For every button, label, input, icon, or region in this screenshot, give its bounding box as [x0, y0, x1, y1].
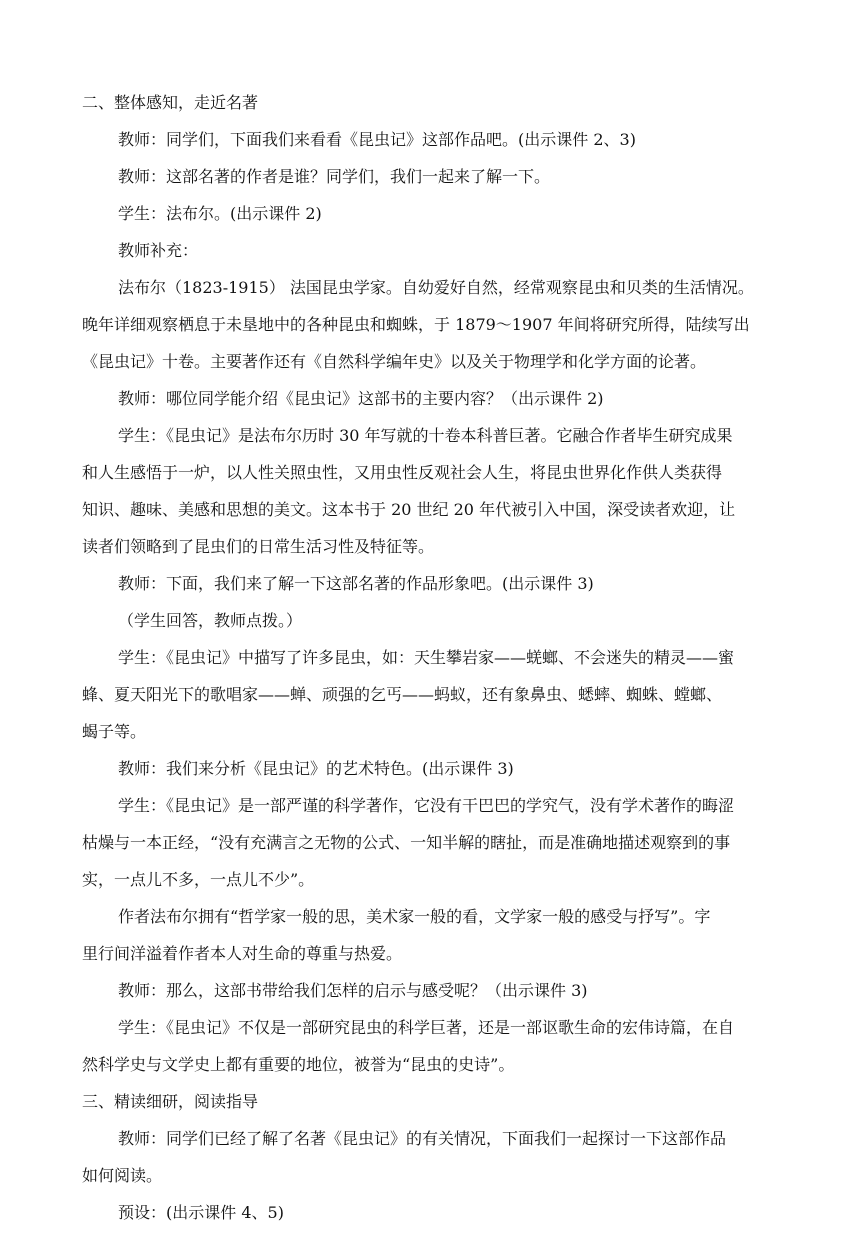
paragraph-line: 实，一点儿不多，一点儿不少”。 [82, 870, 315, 889]
paragraph-line: 教师补充： [118, 241, 199, 260]
paragraph-line: 学生：《昆虫记》中描写了许多昆虫，如：天生攀岩家——蜣螂、不会迷失的精灵——蜜 [118, 648, 735, 667]
paragraph-line: 教师：下面，我们来了解一下这部名著的作品形象吧。(出示课件 3) [118, 574, 594, 593]
paragraph-line: 作者法布尔拥有“哲学家一般的思，美术家一般的看，文学家一般的感受与抒写”。字 [118, 907, 711, 926]
paragraph-line: 学生：法布尔。(出示课件 2) [118, 204, 322, 223]
paragraph-line: 教师：那么，这部书带给我们怎样的启示与感受呢？（出示课件 3) [118, 981, 588, 1000]
paragraph-line: 教师：这部名著的作者是谁？同学们，我们一起来了解一下。 [118, 167, 551, 186]
paragraph-line: （学生回答，教师点拨。） [118, 611, 303, 630]
author-bio-line: 法布尔（1823-1915） 法国昆虫学家。自幼爱好自然，经常观察昆虫和贝类的生活情况。 [118, 278, 754, 297]
paragraph-line: 如何阅读。 [82, 1166, 163, 1185]
author-bio-line: 《昆虫记》十卷。主要著作还有《自然科学编年史》以及关于物理学和化学方面的论著。 [82, 352, 707, 371]
paragraph-line: 蝎子等。 [82, 722, 147, 741]
paragraph-line: 教师：我们来分析《昆虫记》的艺术特色。(出示课件 3) [118, 759, 514, 778]
section-heading-3: 三、精读细研，阅读指导 [82, 1092, 259, 1111]
paragraph-line: 然科学史与文学史上都有重要的地位，被誉为“昆虫的史诗”。 [82, 1055, 515, 1074]
paragraph-line: 知识、趣味、美感和思想的美文。这本书于 20 世纪 20 年代被引入中国，深受读者欢迎，让 [82, 500, 736, 519]
paragraph-line: 枯燥与一本正经，“没有充满言之无物的公式、一知半解的瞎扯，而是准确地描述观察到的事 [82, 833, 731, 852]
paragraph-line: 预设：(出示课件 4、5) [118, 1203, 284, 1222]
author-bio-line: 晚年详细观察栖息于未垦地中的各种昆虫和蜘蛛，于 1879～1907 年间将研究所得，陆续写出 [82, 315, 750, 334]
paragraph-line: 和人生感悟于一炉，以人性关照虫性，又用虫性反观社会人生，将昆虫世界化作供人类获得 [82, 463, 723, 482]
paragraph-line: 学生：《昆虫记》不仅是一部研究昆虫的科学巨著，还是一部讴歌生命的宏伟诗篇，在自 [118, 1018, 735, 1037]
paragraph-line: 读者们领略到了昆虫们的日常生活习性及特征等。 [82, 537, 435, 556]
paragraph-line: 里行间洋溢着作者本人对生命的尊重与热爱。 [82, 944, 403, 963]
paragraph-line: 学生：《昆虫记》是一部严谨的科学著作，它没有干巴巴的学究气，没有学术著作的晦涩 [118, 796, 735, 815]
paragraph-line: 教师：同学们已经了解了名著《昆虫记》的有关情况，下面我们一起探讨一下这部作品 [118, 1129, 727, 1148]
paragraph-line: 教师：哪位同学能介绍《昆虫记》这部书的主要内容？（出示课件 2) [118, 389, 604, 408]
paragraph-line: 教师：同学们，下面我们来看看《昆虫记》这部作品吧。(出示课件 2、3) [118, 130, 636, 149]
document-body [82, 90, 782, 1237]
paragraph-line: 蜂、夏天阳光下的歌唱家——蝉、顽强的乞丐——蚂蚁，还有象鼻虫、蟋蟀、蜘蛛、螳螂、 [82, 685, 723, 704]
paragraph-line: 学生：《昆虫记》是法布尔历时 30 年写就的十卷本科普巨著。它融合作者毕生研究成果 [118, 426, 733, 445]
section-heading-2: 二、整体感知，走近名著 [82, 93, 259, 112]
